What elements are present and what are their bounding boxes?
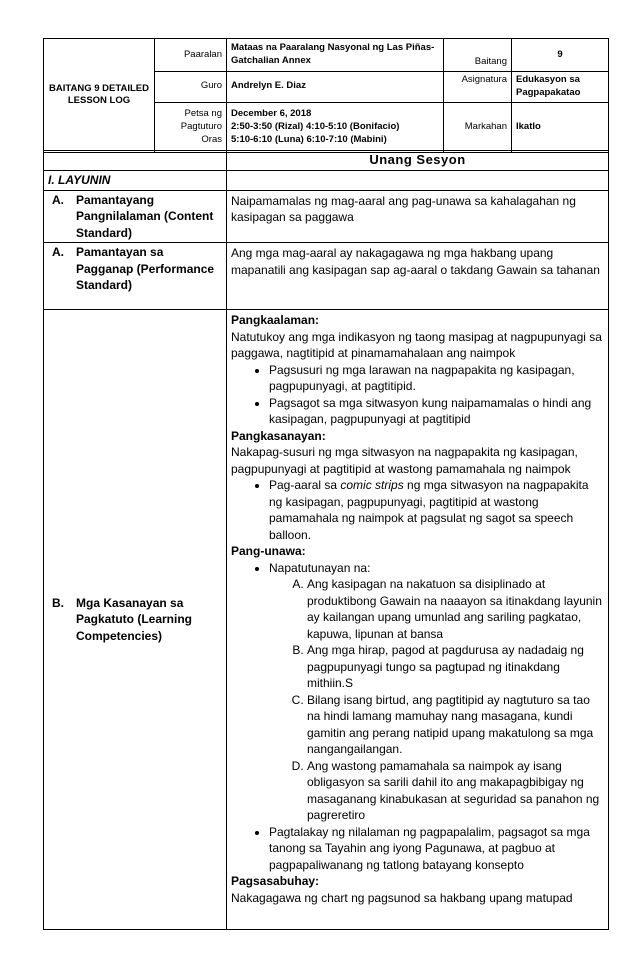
pangkasanayan-list <box>231 477 604 543</box>
pangkaalaman-text: Natutukoy ang mga indikasyon ng taong masipag at nagpupunyagi sa paggawa, nagtitipid at pinamamahalaan ang naimpok <box>231 329 602 360</box>
list-item <box>269 560 604 824</box>
list-item <box>269 477 604 543</box>
list-item: • Pagtalakay ng nilalaman ng pagpapalalim, pagsagot sa mga tanong sa Tayahin ang iyong Pagunawa, at pagbuo at pagpapaliwanang ng tatlong batayang konsepto <box>269 824 604 874</box>
performance-standard-text: Ang mga mag-aaral ay nakagagawa ng mga hakbang upang mapanatili ang kasipagan sap ag-aaral o takdang Gawain sa tahanan <box>227 243 609 310</box>
session-title: Unang Sesyon <box>227 151 609 171</box>
competencies-content <box>227 310 609 930</box>
lesson-log-title: BAITANG 9 DETAILED LESSON LOG <box>44 39 155 153</box>
list-item: A. Ang kasipagan na nakatuon sa disiplinado at produktibong Gawain na naaayon sa itinakdang layunin ay kailangan upang umunlad ang sariling pagkatao, kapuwa, lipunan at bansa <box>307 576 604 642</box>
list-item: D. Ang wastong pamamahala sa naimpok ay isang obligasyon sa sarili dahil ito ang makapagbibigay ng masaganang kinabukasan at seguridad sa panahon ng pagreretiro <box>307 758 604 824</box>
list-item: C. Bilang isang birtud, ang pagtitipid ay nagtuturo sa tao na hindi lamang mamuhay nang masagana, kundi gamitin ang perang natipid upang makatulong sa mga nangangailangan. <box>307 692 604 758</box>
competencies-label-text: Mga Kasanayan sa Pagkatuto (Learning Competencies) <box>76 595 193 643</box>
pagsasabuhay-heading: Pagsasabuhay: <box>231 874 320 888</box>
baitang-label: Baitang <box>444 39 512 72</box>
lesson-table <box>43 150 609 930</box>
pangunawa-items <box>269 576 604 824</box>
list-item: • Pagsagot sa mga sitwasyon kung naipamamalas o hindi ang kasipagan, pagpupunyagi at pagtitipid <box>269 395 604 428</box>
guro-label: Guro <box>155 72 227 103</box>
pangkaalaman-list <box>231 362 604 428</box>
pangkasanayan-text: Nakapag-susuri ng mga sitwasyon na nagpapakita ng kasipagan, pagpupunyagi at pagtitipid at wastong pamamahala ng naimpok <box>231 445 578 476</box>
asignatura-value: Edukasyon sa Pagpapakatao <box>512 72 609 103</box>
pangunawa-list <box>231 560 604 874</box>
layunin-heading: I. LAYUNIN <box>44 171 227 191</box>
petsa-date: December 6, 2018 <box>231 107 312 119</box>
petsa-label: Petsa ng Pagtuturo Oras <box>155 102 227 152</box>
content-standard-label-text: Pamantayang Pangnilalaman (Content Standard) <box>76 192 214 240</box>
pangkaalaman-heading: Pangkaalaman: <box>231 313 320 327</box>
pangunawa-heading: Pang-unawa: <box>231 544 306 558</box>
pangunawa-bullet-1: Napatutunayan na: <box>269 560 371 575</box>
content-standard-text: Naipamamalas ng mag-aaral ang pag-unawa sa kahalagahan ng kasipagan sa paggawa <box>227 190 609 243</box>
petsa-value <box>227 102 444 152</box>
pangkasanayan-heading: Pangkasanayan: <box>231 428 326 443</box>
pagsasabuhay-text: Nakagagawa ng chart ng pagsunod sa hakbang upang matupad <box>231 890 573 905</box>
guro-value: Andrelyn E. Diaz <box>227 72 444 103</box>
competencies-letter: B. <box>52 595 64 610</box>
performance-standard-label-text: Pamantayan sa Pagganap (Performance Standard) <box>76 245 215 292</box>
paaralan-value: Mataas na Paaralang Nasyonal ng Las Piñas-Gatchalian Annex <box>227 39 444 72</box>
content-standard-letter: A. <box>52 192 64 207</box>
list-item: • Pagsusuri ng mga larawan na nagpapakita ng kasipagan, pagpupunyagi, at pagtitipid. <box>269 362 604 395</box>
content-standard-label <box>44 190 227 243</box>
performance-standard-letter: A. <box>52 245 64 259</box>
petsa-time-2: 5:10-6:10 (Luna) 6:10-7:10 (Mabini) <box>231 133 387 145</box>
session-blank-cell <box>44 151 227 171</box>
markahan-value: Ikatlo <box>512 102 609 152</box>
asignatura-label: Asignatura <box>444 72 512 103</box>
markahan-label: Markahan <box>444 102 512 152</box>
paaralan-label: Paaralan <box>155 39 227 72</box>
layunin-blank-cell <box>227 171 609 191</box>
baitang-value: 9 <box>512 39 609 72</box>
competencies-label <box>44 310 227 930</box>
comic-strips-emphasis: comic strips <box>340 478 404 492</box>
list-item: B. Ang mga hirap, pagod at pagdurusa ay nadadaig ng pagpupunyagi tungo sa pagtupad ng itinakdang mithiin.S <box>307 642 604 692</box>
petsa-time-1: 2:50-3:50 (Rizal) 4:10-5:10 (Bonifacio) <box>231 120 400 132</box>
header-table <box>43 38 609 153</box>
bullet-text-pre: Pag-aaral sa <box>269 478 341 492</box>
performance-standard-label <box>44 243 227 310</box>
bullet-text-post: ng mga sitwasyon na nagpapakita ng kasipagan, pagpupunyagi, pagtitipid at wastong pamamahala ng naimpok at pagsulat ng sagot sa speech balloon. <box>269 478 589 542</box>
